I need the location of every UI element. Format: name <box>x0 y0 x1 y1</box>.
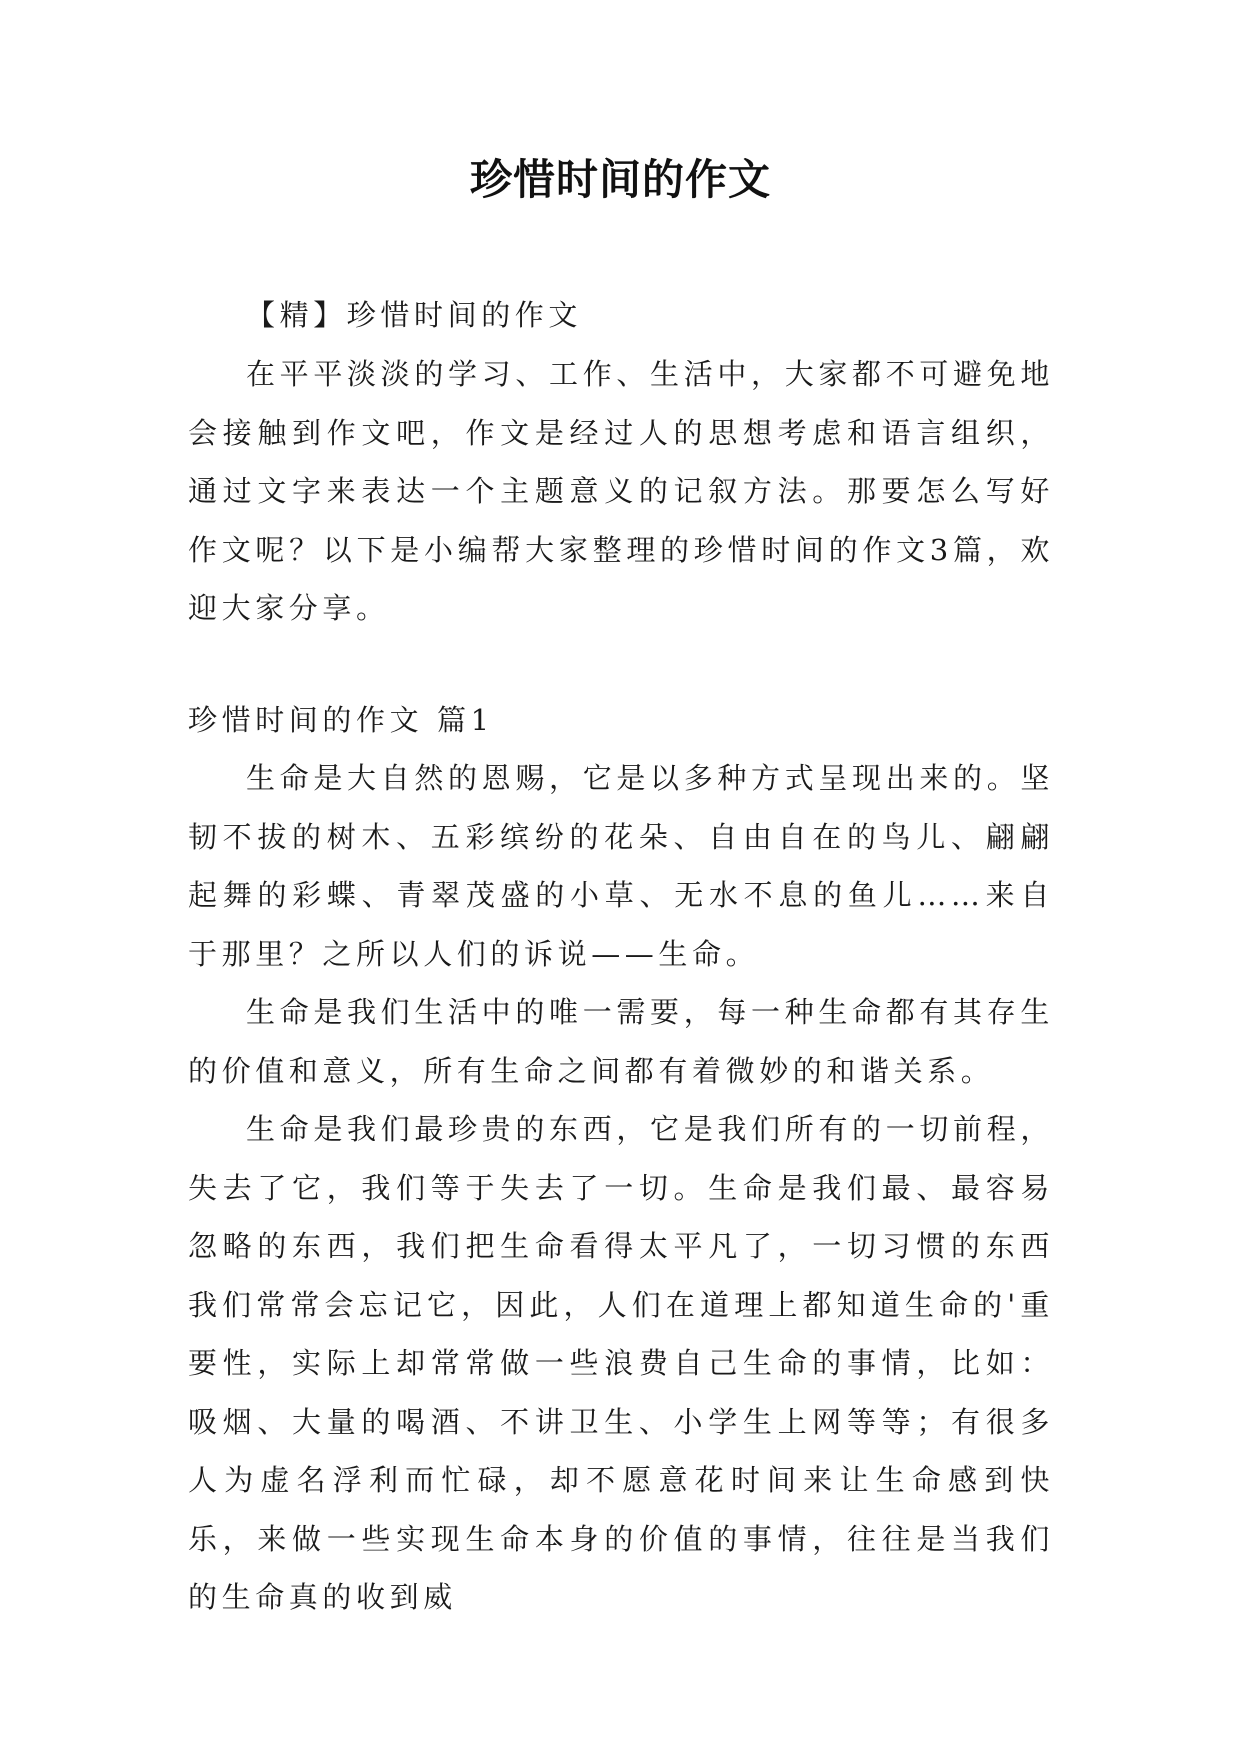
intro-paragraph-block <box>188 345 1054 638</box>
section-body <box>188 749 1054 1627</box>
section-heading-block <box>188 691 1054 750</box>
section-paragraph: 生命是大自然的恩赐，它是以多种方式呈现出来的。坚韧不拔的树木、五彩缤纷的花朵、自由自在的鸟儿、翩翩起舞的彩蝶、青翠茂盛的小草、无水不息的鱼儿……来自于那里？之所以人们的诉说——生命。 <box>188 761 1054 971</box>
intro-paragraph: 在平平淡淡的学习、工作、生活中，大家都不可避免地会接触到作文吧，作文是经过人的思想考虑和语言组织，通过文字来表达一个主题意义的记叙方法。那要怎么写好作文呢？以下是小编帮大家整理的珍惜时间的作文3篇，欢迎大家分享。 <box>188 357 1054 625</box>
section-heading: 珍惜时间的作文 篇1 <box>188 703 494 737</box>
intro-label-block <box>188 286 1054 345</box>
section-paragraph: 生命是我们生活中的唯一需要，每一种生命都有其存生的价值和意义，所有生命之间都有着微妙的和谐关系。 <box>188 995 1054 1088</box>
intro-label: 【精】珍惜时间的作文 <box>246 298 583 332</box>
section-paragraph: 生命是我们最珍贵的东西，它是我们所有的一切前程，失去了它，我们等于失去了一切。生命是我们最、最容易忽略的东西，我们把生命看得太平凡了，一切习惯的东西我们常常会忘记它，因此，人们在道理上都知道生命的'重要性，实际上却常常做一些浪费自己生命的事情，比如：吸烟、大量的喝酒、不讲卫生、小学生上网等等；有很多人为虚名浮利而忙碌，却不愿意花时间来让生命感到快乐，来做一些实现生命本身的价值的事情，往往是当我们的生命真的收到威 <box>188 1112 1054 1614</box>
document-title: 珍惜时间的作文 <box>469 155 771 204</box>
